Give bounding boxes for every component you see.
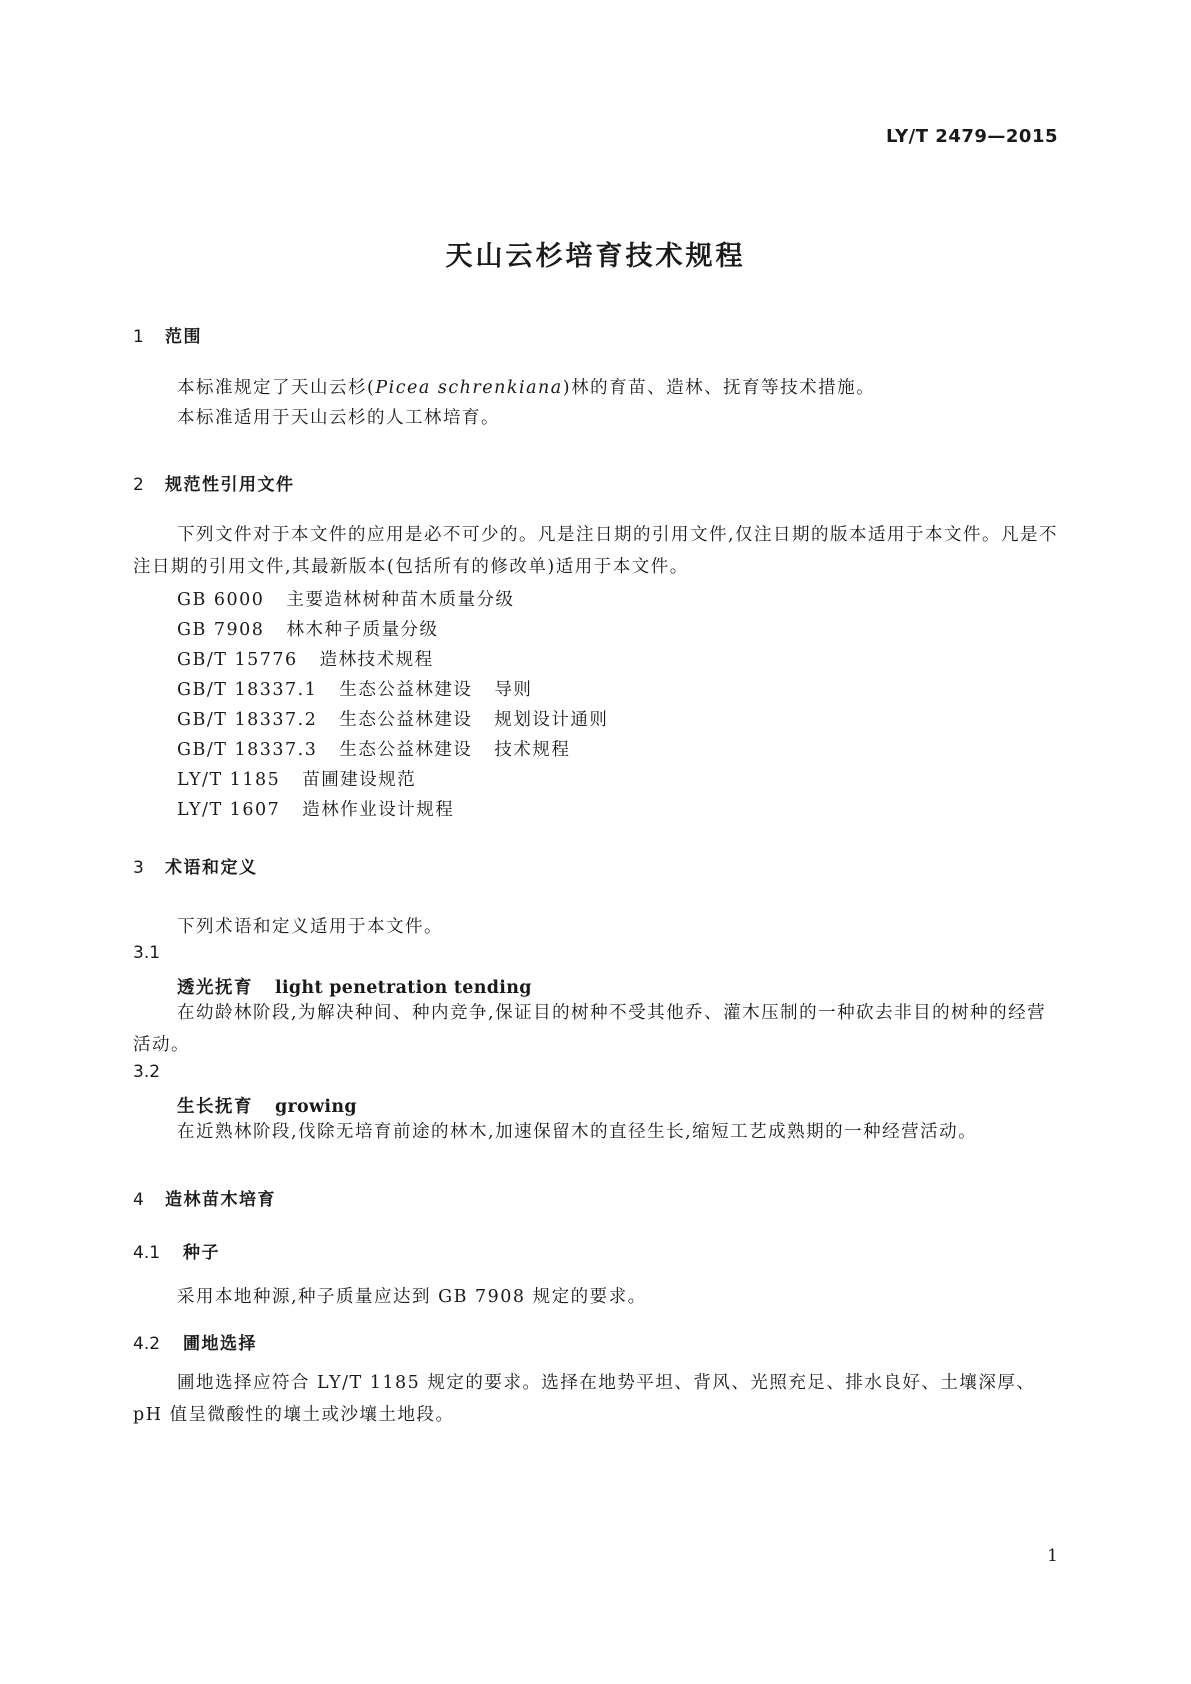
term-definition: 在近熟林阶段,伐除无培育前途的林木,加速保留木的直径生长,缩短工艺成熟期的一种经营活动。 <box>177 1122 978 1142</box>
term-heading <box>177 1093 357 1118</box>
reference-code: GB/T 15776 <box>177 650 298 670</box>
subsection-title: 圃地选择 <box>183 1334 257 1354</box>
term-en: growing <box>275 1097 357 1117</box>
term-number: 3.2 <box>133 1062 161 1082</box>
reference-subtitle: 规划设计通则 <box>494 710 609 730</box>
reference-code: GB/T 18337.2 <box>177 710 318 730</box>
reference-item <box>177 706 608 731</box>
section-2-heading <box>133 470 295 495</box>
latin-species-name: Picea schrenkiana <box>375 378 563 398</box>
subsection-number: 4.2 <box>133 1334 161 1354</box>
reference-title: 苗圃建设规范 <box>302 770 417 790</box>
reference-code: GB/T 18337.1 <box>177 680 318 700</box>
reference-title: 造林技术规程 <box>319 650 434 670</box>
scope-paragraph-1: 本标准规定了天山云杉(Picea schrenkiana)林的育苗、造林、抚育等技术措施。 <box>177 378 876 398</box>
section-title: 范围 <box>165 327 202 347</box>
term-heading <box>177 974 532 999</box>
reference-code: LY/T 1185 <box>177 770 281 790</box>
reference-code: GB/T 18337.3 <box>177 740 318 760</box>
reference-title: 生态公益林建设 <box>339 710 473 730</box>
scope-paragraph-2: 本标准适用于天山云杉的人工林培育。 <box>177 408 500 428</box>
reference-item <box>177 736 570 761</box>
reference-title: 造林作业设计规程 <box>302 800 455 820</box>
term-number: 3.1 <box>133 943 161 963</box>
reference-title: 主要造林树种苗木质量分级 <box>286 590 515 610</box>
term-en: light penetration tending <box>275 978 532 998</box>
reference-title: 生态公益林建设 <box>339 680 473 700</box>
terms-intro: 下列术语和定义适用于本文件。 <box>177 917 443 937</box>
seed-paragraph: 采用本地种源,种子质量应达到 GB 7908 规定的要求。 <box>177 1287 647 1307</box>
reference-subtitle: 导则 <box>494 680 533 700</box>
section-title: 术语和定义 <box>165 858 258 878</box>
subsection-4-2-heading <box>133 1329 257 1354</box>
reference-item <box>177 796 454 821</box>
reference-item <box>177 646 434 671</box>
section-number: 2 <box>133 475 144 495</box>
section-4-heading <box>133 1185 276 1210</box>
section-number: 1 <box>133 327 144 347</box>
reference-title: 生态公益林建设 <box>339 740 473 760</box>
term-zh: 生长抚育 <box>177 1097 253 1117</box>
reference-code: GB 6000 <box>177 590 265 610</box>
document-title: 天山云杉培育技术规程 <box>445 241 746 272</box>
section-title: 造林苗木培育 <box>165 1190 276 1210</box>
reference-item <box>177 676 532 701</box>
reference-item <box>177 766 416 791</box>
section-number: 4 <box>133 1190 144 1210</box>
subsection-4-1-heading <box>133 1238 220 1263</box>
standard-code: LY/T 2479—2015 <box>885 126 1058 147</box>
term-zh: 透光抚育 <box>177 978 253 998</box>
section-3-heading <box>133 853 258 878</box>
reference-title: 林木种子质量分级 <box>286 620 439 640</box>
section-number: 3 <box>133 858 144 878</box>
reference-subtitle: 技术规程 <box>494 740 571 760</box>
reference-code: LY/T 1607 <box>177 800 281 820</box>
section-title: 规范性引用文件 <box>165 475 295 495</box>
page-number: 1 <box>1047 1546 1058 1566</box>
reference-code: GB 7908 <box>177 620 265 640</box>
term-definition: 在幼龄林阶段,为解决种间、种内竞争,保证目的树种不受其他乔、灌木压制的一种砍去非目的树种的经营活动。 <box>133 1003 1047 1055</box>
subsection-number: 4.1 <box>133 1243 161 1263</box>
reference-item <box>177 616 438 641</box>
references-intro: 下列文件对于本文件的应用是必不可少的。凡是注日期的引用文件,仅注日期的版本适用于本文件。凡是不注日期的引用文件,其最新版本(包括所有的修改单)适用于本文件。 <box>133 525 1059 577</box>
section-1-heading <box>133 322 202 347</box>
subsection-title: 种子 <box>183 1243 220 1263</box>
nursery-site-paragraph: 圃地选择应符合 LY/T 1185 规定的要求。选择在地势平坦、背风、光照充足、排水良好、土壤深厚、pH 值呈微酸性的壤土或沙壤土地段。 <box>133 1373 1036 1425</box>
reference-item <box>177 586 514 611</box>
